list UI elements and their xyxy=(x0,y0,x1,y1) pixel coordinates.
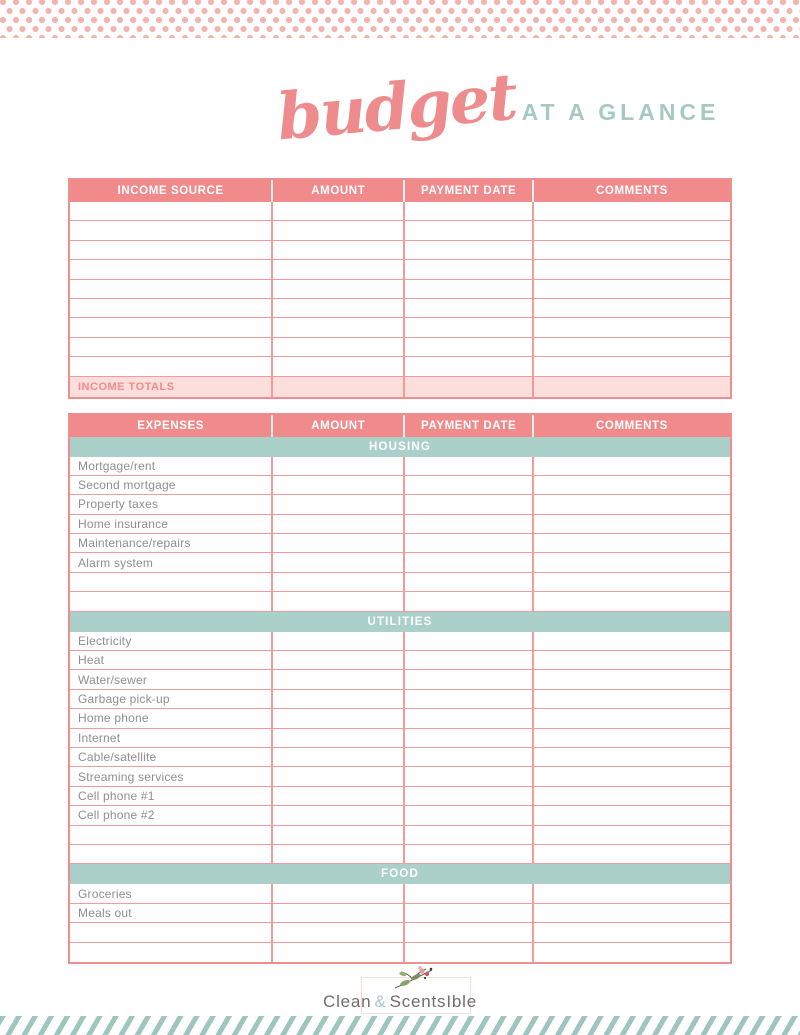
empty-cell xyxy=(532,495,730,513)
row-label: Home phone xyxy=(78,711,149,726)
empty-cell xyxy=(403,826,532,844)
empty-cell xyxy=(532,377,730,397)
empty-cell xyxy=(532,357,730,375)
empty-cell xyxy=(532,884,730,902)
income-row xyxy=(70,221,730,240)
empty-cell xyxy=(532,923,730,941)
income-row xyxy=(70,280,730,299)
empty-cell xyxy=(403,280,532,298)
expense-row xyxy=(70,845,730,864)
empty-cell xyxy=(271,221,403,239)
expense-row xyxy=(70,904,730,923)
row-label-cell xyxy=(70,573,271,591)
empty-cell xyxy=(403,787,532,805)
row-label: INCOME TOTALS xyxy=(78,380,175,393)
empty-cell xyxy=(271,573,403,591)
expense-row xyxy=(70,553,730,572)
empty-cell xyxy=(532,709,730,727)
expense-row xyxy=(70,923,730,942)
expense-row xyxy=(70,457,730,476)
row-label-cell xyxy=(70,884,271,902)
expenses-table xyxy=(68,413,732,964)
row-label: Internet xyxy=(78,730,121,745)
row-label: Second mortgage xyxy=(78,478,176,493)
expense-row xyxy=(70,670,730,689)
empty-cell xyxy=(403,845,532,863)
expense-row xyxy=(70,806,730,825)
polka-dot-border xyxy=(0,0,800,38)
empty-cell xyxy=(271,767,403,785)
row-label-cell xyxy=(70,806,271,824)
income-row xyxy=(70,338,730,357)
empty-cell xyxy=(403,318,532,336)
section-header-housing: HOUSING xyxy=(70,437,730,457)
empty-cell xyxy=(271,787,403,805)
row-label: Water/sewer xyxy=(78,672,148,687)
title-suffix: AT A GLANCE xyxy=(521,98,720,125)
empty-cell xyxy=(403,806,532,824)
row-label-cell xyxy=(70,748,271,766)
row-label-cell xyxy=(70,202,271,220)
empty-cell xyxy=(532,592,730,610)
empty-cell xyxy=(403,534,532,552)
empty-cell xyxy=(271,923,403,941)
income-row xyxy=(70,357,730,376)
row-label-cell xyxy=(70,534,271,552)
expense-row xyxy=(70,826,730,845)
empty-cell xyxy=(403,709,532,727)
empty-cell xyxy=(271,904,403,922)
row-label: Garbage pick-up xyxy=(78,692,170,706)
empty-cell xyxy=(271,202,403,220)
income-totals-row xyxy=(70,377,730,397)
empty-cell xyxy=(532,670,730,688)
empty-cell xyxy=(532,280,730,298)
empty-cell xyxy=(403,632,532,650)
empty-cell xyxy=(271,845,403,863)
expenses-header-row xyxy=(70,415,730,437)
row-label-cell xyxy=(70,338,271,356)
empty-cell xyxy=(532,690,730,708)
empty-cell xyxy=(271,357,403,375)
row-label-cell xyxy=(70,651,271,669)
column-header: COMMENTS xyxy=(532,180,730,202)
empty-cell xyxy=(532,553,730,571)
brand-text xyxy=(323,993,477,1010)
row-label-cell xyxy=(70,845,271,863)
empty-cell xyxy=(403,573,532,591)
empty-cell xyxy=(271,884,403,902)
empty-cell xyxy=(532,338,730,356)
expense-row xyxy=(70,729,730,748)
empty-cell xyxy=(271,806,403,824)
empty-cell xyxy=(271,632,403,650)
empty-cell xyxy=(403,377,532,397)
row-label-cell xyxy=(70,943,271,962)
expense-row xyxy=(70,495,730,514)
expense-row xyxy=(70,534,730,553)
empty-cell xyxy=(271,651,403,669)
empty-cell xyxy=(532,573,730,591)
empty-cell xyxy=(532,632,730,650)
expense-row xyxy=(70,767,730,786)
empty-cell xyxy=(532,767,730,785)
diagonal-stripe-border xyxy=(0,1016,800,1035)
empty-cell xyxy=(532,651,730,669)
row-label: Mortgage/rent xyxy=(78,458,156,473)
empty-cell xyxy=(271,495,403,513)
row-label-cell xyxy=(70,592,271,610)
row-label-cell xyxy=(70,709,271,727)
column-header: PAYMENT DATE xyxy=(403,415,532,437)
empty-cell xyxy=(403,690,532,708)
empty-cell xyxy=(271,260,403,278)
row-label-cell xyxy=(70,377,271,397)
row-label: Home insurance xyxy=(78,516,169,531)
row-label-cell xyxy=(70,826,271,844)
expense-row xyxy=(70,651,730,670)
empty-cell xyxy=(403,457,532,475)
expense-row xyxy=(70,690,730,709)
row-label-cell xyxy=(70,904,271,922)
empty-cell xyxy=(271,299,403,317)
brand-clean: Clean xyxy=(323,991,372,1011)
empty-cell xyxy=(403,748,532,766)
section-header-food: FOOD xyxy=(70,864,730,884)
row-label-cell xyxy=(70,299,271,317)
empty-cell xyxy=(403,495,532,513)
row-label: Cell phone #2 xyxy=(78,808,155,823)
row-label: Heat xyxy=(78,653,105,668)
row-label-cell xyxy=(70,632,271,650)
expense-row xyxy=(70,476,730,495)
row-label: Cell phone #1 xyxy=(78,788,155,803)
empty-cell xyxy=(271,318,403,336)
income-row xyxy=(70,299,730,318)
row-label-cell xyxy=(70,318,271,336)
empty-cell xyxy=(532,476,730,494)
empty-cell xyxy=(532,260,730,278)
empty-cell xyxy=(271,457,403,475)
row-label: Property taxes xyxy=(78,497,159,512)
expense-row xyxy=(70,632,730,651)
row-label: Cable/satellite xyxy=(78,750,157,765)
row-label-cell xyxy=(70,495,271,513)
income-table xyxy=(68,178,732,399)
income-header-row xyxy=(70,180,730,202)
row-label-cell xyxy=(70,515,271,533)
row-label-cell xyxy=(70,476,271,494)
empty-cell xyxy=(403,357,532,375)
empty-cell xyxy=(403,221,532,239)
expense-row xyxy=(70,943,730,962)
empty-cell xyxy=(532,221,730,239)
empty-cell xyxy=(532,515,730,533)
empty-cell xyxy=(403,670,532,688)
empty-cell xyxy=(532,787,730,805)
expense-row xyxy=(70,748,730,767)
row-label: Alarm system xyxy=(78,555,154,570)
column-header: COMMENTS xyxy=(532,415,730,437)
row-label-cell xyxy=(70,670,271,688)
empty-cell xyxy=(532,729,730,747)
empty-cell xyxy=(532,943,730,962)
empty-cell xyxy=(403,476,532,494)
expense-row xyxy=(70,573,730,592)
row-label-cell xyxy=(70,280,271,298)
empty-cell xyxy=(271,943,403,962)
row-label-cell xyxy=(70,260,271,278)
empty-cell xyxy=(532,457,730,475)
empty-cell xyxy=(271,690,403,708)
empty-cell xyxy=(532,318,730,336)
brand-ampersand: & xyxy=(374,991,387,1011)
empty-cell xyxy=(271,534,403,552)
empty-cell xyxy=(271,338,403,356)
row-label-cell xyxy=(70,787,271,805)
brand-scentsible: ScentsIble xyxy=(389,991,477,1011)
row-label-cell xyxy=(70,221,271,239)
empty-cell xyxy=(403,767,532,785)
column-header: INCOME SOURCE xyxy=(117,185,224,197)
column-header: AMOUNT xyxy=(271,415,403,437)
empty-cell xyxy=(403,592,532,610)
page-title xyxy=(98,38,800,178)
empty-cell xyxy=(403,338,532,356)
row-label: Meals out xyxy=(78,905,132,920)
empty-cell xyxy=(403,884,532,902)
empty-cell xyxy=(532,845,730,863)
empty-cell xyxy=(532,806,730,824)
expense-row xyxy=(70,592,730,611)
expense-row xyxy=(70,787,730,806)
expense-row xyxy=(70,884,730,903)
income-row xyxy=(70,318,730,337)
empty-cell xyxy=(271,592,403,610)
empty-cell xyxy=(532,202,730,220)
income-row xyxy=(70,241,730,260)
row-label-cell xyxy=(70,457,271,475)
column-header: EXPENSES xyxy=(137,419,205,432)
empty-cell xyxy=(403,553,532,571)
empty-cell xyxy=(532,534,730,552)
empty-cell xyxy=(271,241,403,259)
row-label: Streaming services xyxy=(78,769,184,784)
empty-cell xyxy=(532,748,730,766)
empty-cell xyxy=(532,904,730,922)
row-label-cell xyxy=(70,241,271,259)
empty-cell xyxy=(403,260,532,278)
row-label-cell xyxy=(70,729,271,747)
empty-cell xyxy=(403,729,532,747)
row-label: Maintenance/repairs xyxy=(78,536,191,551)
title-script-word: budget xyxy=(273,59,519,156)
row-label-cell xyxy=(70,357,271,375)
footer-logo xyxy=(0,964,800,1020)
empty-cell xyxy=(271,515,403,533)
income-row xyxy=(70,260,730,279)
empty-cell xyxy=(403,241,532,259)
empty-cell xyxy=(271,280,403,298)
empty-cell xyxy=(271,377,403,397)
row-label-cell xyxy=(70,767,271,785)
empty-cell xyxy=(532,241,730,259)
income-row xyxy=(70,202,730,221)
empty-cell xyxy=(403,202,532,220)
empty-cell xyxy=(403,299,532,317)
empty-cell xyxy=(403,651,532,669)
empty-cell xyxy=(403,515,532,533)
empty-cell xyxy=(271,476,403,494)
expense-row xyxy=(70,515,730,534)
empty-cell xyxy=(271,826,403,844)
empty-cell xyxy=(403,943,532,962)
empty-cell xyxy=(271,748,403,766)
empty-cell xyxy=(271,709,403,727)
section-header-utilities: UTILITIES xyxy=(70,612,730,632)
empty-cell xyxy=(403,923,532,941)
empty-cell xyxy=(271,553,403,571)
empty-cell xyxy=(271,670,403,688)
row-label: Groceries xyxy=(78,886,132,901)
empty-cell xyxy=(532,826,730,844)
empty-cell xyxy=(271,729,403,747)
row-label-cell xyxy=(70,923,271,941)
row-label-cell xyxy=(70,690,271,708)
empty-cell xyxy=(403,904,532,922)
row-label: Electricity xyxy=(78,633,132,648)
row-label-cell xyxy=(70,553,271,571)
column-header: AMOUNT xyxy=(271,180,403,202)
expense-row xyxy=(70,709,730,728)
floral-sprig-icon xyxy=(391,965,437,991)
column-header: PAYMENT DATE xyxy=(403,180,532,202)
empty-cell xyxy=(532,299,730,317)
